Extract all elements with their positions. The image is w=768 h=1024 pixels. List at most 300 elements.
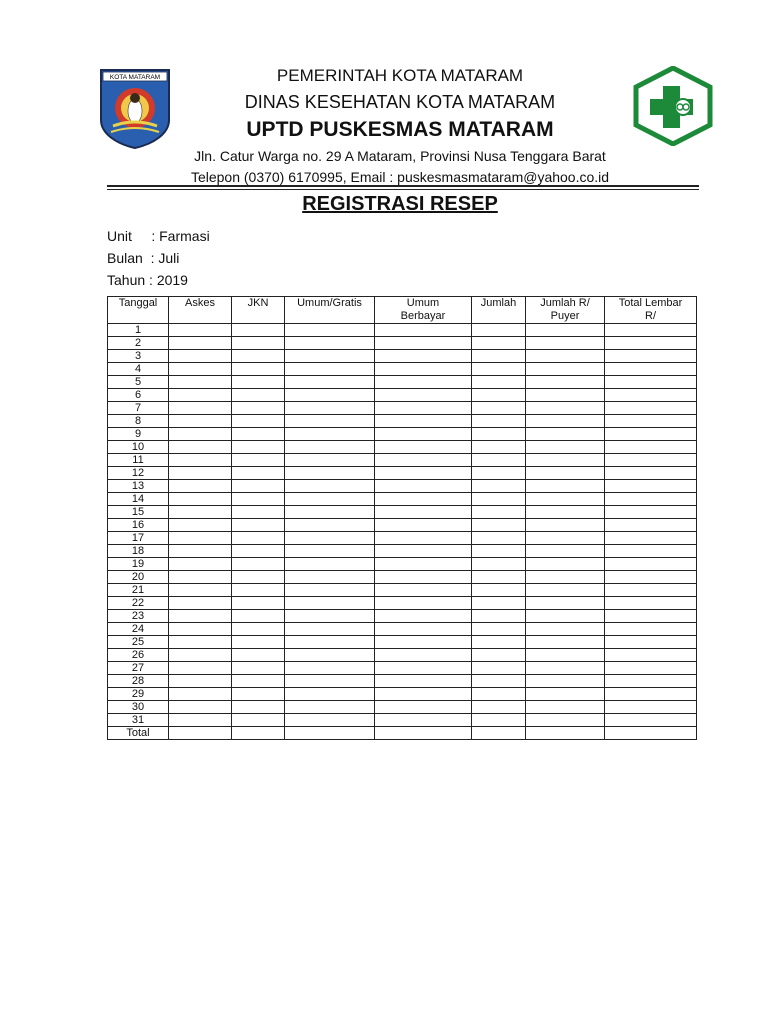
empty-cell [605, 467, 697, 480]
empty-cell [605, 402, 697, 415]
empty-cell [375, 675, 472, 688]
date-cell: 29 [108, 688, 169, 701]
empty-cell [526, 480, 605, 493]
empty-cell [169, 363, 232, 376]
table-row [108, 428, 697, 441]
table-row [108, 454, 697, 467]
table-row [108, 610, 697, 623]
empty-cell [169, 597, 232, 610]
empty-cell [526, 350, 605, 363]
empty-cell [605, 506, 697, 519]
empty-cell [526, 363, 605, 376]
date-cell: 21 [108, 584, 169, 597]
empty-cell [375, 428, 472, 441]
empty-cell [375, 584, 472, 597]
empty-cell [285, 402, 375, 415]
empty-cell [526, 441, 605, 454]
empty-cell [526, 688, 605, 701]
empty-cell [526, 402, 605, 415]
empty-cell [605, 597, 697, 610]
empty-cell [472, 571, 526, 584]
empty-cell [285, 454, 375, 467]
empty-cell [472, 415, 526, 428]
empty-cell [375, 480, 472, 493]
empty-cell [232, 415, 285, 428]
empty-cell [285, 636, 375, 649]
col-header-tanggal: Tanggal [108, 297, 169, 324]
empty-cell [232, 480, 285, 493]
empty-cell [472, 688, 526, 701]
empty-cell [472, 584, 526, 597]
empty-cell [169, 402, 232, 415]
table-header-row [108, 297, 697, 324]
empty-cell [375, 350, 472, 363]
empty-cell [169, 636, 232, 649]
empty-cell [169, 428, 232, 441]
empty-cell [285, 597, 375, 610]
table-row [108, 363, 697, 376]
date-cell: 8 [108, 415, 169, 428]
empty-cell [375, 623, 472, 636]
meta-tahun: Tahun : 2019 [107, 272, 188, 288]
date-cell: Total [108, 727, 169, 740]
empty-cell [169, 467, 232, 480]
table-row [108, 714, 697, 727]
empty-cell [285, 701, 375, 714]
empty-cell [472, 532, 526, 545]
date-cell: 1 [108, 324, 169, 337]
empty-cell [472, 636, 526, 649]
empty-cell [169, 324, 232, 337]
empty-cell [285, 688, 375, 701]
empty-cell [232, 337, 285, 350]
table-row [108, 688, 697, 701]
empty-cell [472, 714, 526, 727]
empty-cell [526, 532, 605, 545]
empty-cell [605, 675, 697, 688]
empty-cell [526, 662, 605, 675]
empty-cell [605, 610, 697, 623]
empty-cell [169, 519, 232, 532]
table-row [108, 519, 697, 532]
empty-cell [285, 623, 375, 636]
empty-cell [526, 727, 605, 740]
empty-cell [285, 493, 375, 506]
empty-cell [605, 389, 697, 402]
empty-cell [605, 493, 697, 506]
empty-cell [526, 519, 605, 532]
empty-cell [472, 623, 526, 636]
empty-cell [472, 701, 526, 714]
empty-cell [169, 350, 232, 363]
meta-bulan: Bulan : Juli [107, 250, 180, 266]
empty-cell [169, 376, 232, 389]
date-cell: 3 [108, 350, 169, 363]
empty-cell [375, 415, 472, 428]
empty-cell [605, 324, 697, 337]
empty-cell [169, 623, 232, 636]
empty-cell [169, 415, 232, 428]
empty-cell [605, 428, 697, 441]
empty-cell [526, 558, 605, 571]
empty-cell [375, 545, 472, 558]
empty-cell [169, 532, 232, 545]
table-total-row [108, 727, 697, 740]
empty-cell [605, 519, 697, 532]
date-cell: 28 [108, 675, 169, 688]
date-cell: 4 [108, 363, 169, 376]
header-contact: Telepon (0370) 6170995, Email : puskesmasmataram@yahoo.co.id [190, 169, 610, 185]
header-government: PEMERINTAH KOTA MATARAM [276, 66, 524, 85]
empty-cell [605, 714, 697, 727]
empty-cell [232, 545, 285, 558]
header-divider-thin [107, 189, 699, 190]
empty-cell [526, 454, 605, 467]
empty-cell [375, 597, 472, 610]
empty-cell [232, 402, 285, 415]
empty-cell [285, 571, 375, 584]
empty-cell [285, 428, 375, 441]
empty-cell [232, 389, 285, 402]
empty-cell [472, 428, 526, 441]
crest-label: KOTA MATARAM [109, 74, 161, 81]
empty-cell [605, 558, 697, 571]
empty-cell [526, 389, 605, 402]
empty-cell [169, 441, 232, 454]
empty-cell [232, 454, 285, 467]
empty-cell [472, 558, 526, 571]
empty-cell [232, 428, 285, 441]
empty-cell [285, 727, 375, 740]
empty-cell [605, 623, 697, 636]
empty-cell [472, 402, 526, 415]
empty-cell [232, 376, 285, 389]
empty-cell [472, 610, 526, 623]
empty-cell [285, 363, 375, 376]
empty-cell [169, 688, 232, 701]
empty-cell [526, 415, 605, 428]
empty-cell [169, 506, 232, 519]
empty-cell [232, 597, 285, 610]
empty-cell [605, 701, 697, 714]
date-cell: 23 [108, 610, 169, 623]
col-header-umum-berbayar: Umum Berbayar [375, 297, 472, 324]
empty-cell [472, 545, 526, 558]
empty-cell [169, 701, 232, 714]
empty-cell [472, 649, 526, 662]
date-cell: 18 [108, 545, 169, 558]
empty-cell [375, 636, 472, 649]
empty-cell [375, 389, 472, 402]
empty-cell [472, 597, 526, 610]
empty-cell [526, 506, 605, 519]
empty-cell [232, 623, 285, 636]
empty-cell [526, 376, 605, 389]
table-row [108, 532, 697, 545]
date-cell: 24 [108, 623, 169, 636]
empty-cell [472, 493, 526, 506]
empty-cell [285, 662, 375, 675]
date-cell: 5 [108, 376, 169, 389]
empty-cell [375, 519, 472, 532]
empty-cell [285, 480, 375, 493]
empty-cell [605, 688, 697, 701]
empty-cell [605, 376, 697, 389]
table-row [108, 675, 697, 688]
empty-cell [472, 441, 526, 454]
date-cell: 30 [108, 701, 169, 714]
date-cell: 17 [108, 532, 169, 545]
empty-cell [232, 688, 285, 701]
date-cell: 25 [108, 636, 169, 649]
empty-cell [472, 519, 526, 532]
empty-cell [169, 337, 232, 350]
empty-cell [232, 506, 285, 519]
empty-cell [375, 324, 472, 337]
empty-cell [375, 506, 472, 519]
empty-cell [375, 649, 472, 662]
empty-cell [472, 454, 526, 467]
empty-cell [232, 571, 285, 584]
empty-cell [526, 571, 605, 584]
table-row [108, 649, 697, 662]
empty-cell [285, 584, 375, 597]
empty-cell [375, 610, 472, 623]
empty-cell [169, 649, 232, 662]
empty-cell [526, 623, 605, 636]
empty-cell [232, 662, 285, 675]
empty-cell [526, 324, 605, 337]
empty-cell [169, 545, 232, 558]
meta-unit: Unit : Farmasi [107, 228, 210, 244]
empty-cell [285, 376, 375, 389]
table-row [108, 467, 697, 480]
empty-cell [605, 727, 697, 740]
empty-cell [169, 584, 232, 597]
empty-cell [169, 454, 232, 467]
empty-cell [526, 701, 605, 714]
empty-cell [232, 636, 285, 649]
col-header-jkn: JKN [232, 297, 285, 324]
empty-cell [169, 480, 232, 493]
empty-cell [285, 467, 375, 480]
table-row [108, 389, 697, 402]
date-cell: 16 [108, 519, 169, 532]
empty-cell [232, 701, 285, 714]
empty-cell [526, 675, 605, 688]
empty-cell [375, 454, 472, 467]
empty-cell [472, 467, 526, 480]
empty-cell [472, 662, 526, 675]
col-header-umum-gratis: Umum/Gratis [285, 297, 375, 324]
date-cell: 6 [108, 389, 169, 402]
empty-cell [526, 597, 605, 610]
empty-cell [285, 545, 375, 558]
date-cell: 9 [108, 428, 169, 441]
empty-cell [526, 636, 605, 649]
empty-cell [375, 402, 472, 415]
empty-cell [605, 363, 697, 376]
date-cell: 31 [108, 714, 169, 727]
empty-cell [375, 727, 472, 740]
empty-cell [526, 493, 605, 506]
empty-cell [375, 714, 472, 727]
empty-cell [375, 532, 472, 545]
table-row [108, 558, 697, 571]
empty-cell [472, 376, 526, 389]
empty-cell [169, 389, 232, 402]
empty-cell [526, 428, 605, 441]
empty-cell [526, 610, 605, 623]
empty-cell [232, 519, 285, 532]
empty-cell [472, 324, 526, 337]
empty-cell [285, 714, 375, 727]
empty-cell [285, 610, 375, 623]
empty-cell [285, 350, 375, 363]
empty-cell [232, 649, 285, 662]
empty-cell [232, 727, 285, 740]
empty-cell [232, 558, 285, 571]
empty-cell [169, 727, 232, 740]
date-cell: 7 [108, 402, 169, 415]
empty-cell [375, 376, 472, 389]
date-cell: 10 [108, 441, 169, 454]
header-institution: UPTD PUSKESMAS MATARAM [246, 118, 554, 141]
empty-cell [375, 467, 472, 480]
empty-cell [472, 480, 526, 493]
empty-cell [285, 337, 375, 350]
empty-cell [285, 415, 375, 428]
empty-cell [605, 662, 697, 675]
empty-cell [232, 493, 285, 506]
empty-cell [285, 389, 375, 402]
empty-cell [375, 441, 472, 454]
table-row [108, 545, 697, 558]
table-row [108, 480, 697, 493]
empty-cell [526, 584, 605, 597]
table-row [108, 493, 697, 506]
empty-cell [232, 467, 285, 480]
table-row [108, 324, 697, 337]
empty-cell [472, 350, 526, 363]
col-header-jumlah: Jumlah [472, 297, 526, 324]
table-row [108, 597, 697, 610]
empty-cell [605, 584, 697, 597]
date-cell: 2 [108, 337, 169, 350]
table-row [108, 623, 697, 636]
table-row [108, 571, 697, 584]
empty-cell [605, 636, 697, 649]
empty-cell [605, 415, 697, 428]
table-row [108, 662, 697, 675]
empty-cell [375, 571, 472, 584]
empty-cell [472, 337, 526, 350]
empty-cell [285, 675, 375, 688]
empty-cell [232, 675, 285, 688]
date-cell: 27 [108, 662, 169, 675]
empty-cell [605, 571, 697, 584]
empty-cell [169, 571, 232, 584]
empty-cell [232, 532, 285, 545]
date-cell: 12 [108, 467, 169, 480]
date-cell: 15 [108, 506, 169, 519]
empty-cell [375, 701, 472, 714]
empty-cell [375, 493, 472, 506]
empty-cell [232, 363, 285, 376]
empty-cell [375, 337, 472, 350]
empty-cell [605, 649, 697, 662]
empty-cell [526, 337, 605, 350]
empty-cell [526, 467, 605, 480]
table-row [108, 506, 697, 519]
empty-cell [285, 506, 375, 519]
col-header-askes: Askes [169, 297, 232, 324]
table-row [108, 337, 697, 350]
empty-cell [232, 584, 285, 597]
empty-cell [285, 558, 375, 571]
header-department: DINAS KESEHATAN KOTA MATARAM [244, 92, 556, 112]
empty-cell [375, 688, 472, 701]
empty-cell [605, 545, 697, 558]
empty-cell [285, 441, 375, 454]
empty-cell [232, 610, 285, 623]
table-row [108, 636, 697, 649]
empty-cell [472, 727, 526, 740]
empty-cell [285, 519, 375, 532]
empty-cell [605, 350, 697, 363]
date-cell: 26 [108, 649, 169, 662]
empty-cell [169, 493, 232, 506]
table-row [108, 701, 697, 714]
table-row [108, 584, 697, 597]
empty-cell [285, 649, 375, 662]
date-cell: 19 [108, 558, 169, 571]
table-row [108, 441, 697, 454]
date-cell: 14 [108, 493, 169, 506]
registration-table [107, 296, 697, 740]
empty-cell [472, 389, 526, 402]
empty-cell [232, 441, 285, 454]
date-cell: 22 [108, 597, 169, 610]
empty-cell [169, 675, 232, 688]
table-row [108, 376, 697, 389]
document-title: REGISTRASI RESEP [302, 193, 498, 215]
empty-cell [605, 480, 697, 493]
empty-cell [232, 324, 285, 337]
empty-cell [169, 662, 232, 675]
empty-cell [232, 714, 285, 727]
empty-cell [169, 558, 232, 571]
empty-cell [526, 649, 605, 662]
empty-cell [232, 350, 285, 363]
empty-cell [375, 363, 472, 376]
table-row [108, 402, 697, 415]
header-address: Jln. Catur Warga no. 29 A Mataram, Provinsi Nusa Tenggara Barat [194, 148, 606, 164]
empty-cell [285, 532, 375, 545]
empty-cell [285, 324, 375, 337]
table-row [108, 415, 697, 428]
empty-cell [472, 675, 526, 688]
date-cell: 13 [108, 480, 169, 493]
col-header-jumlah-puyer: Jumlah R/ Puyer [526, 297, 605, 324]
empty-cell [605, 532, 697, 545]
empty-cell [169, 714, 232, 727]
header-divider-thick [107, 185, 699, 187]
empty-cell [169, 610, 232, 623]
empty-cell [605, 337, 697, 350]
empty-cell [472, 506, 526, 519]
empty-cell [375, 662, 472, 675]
